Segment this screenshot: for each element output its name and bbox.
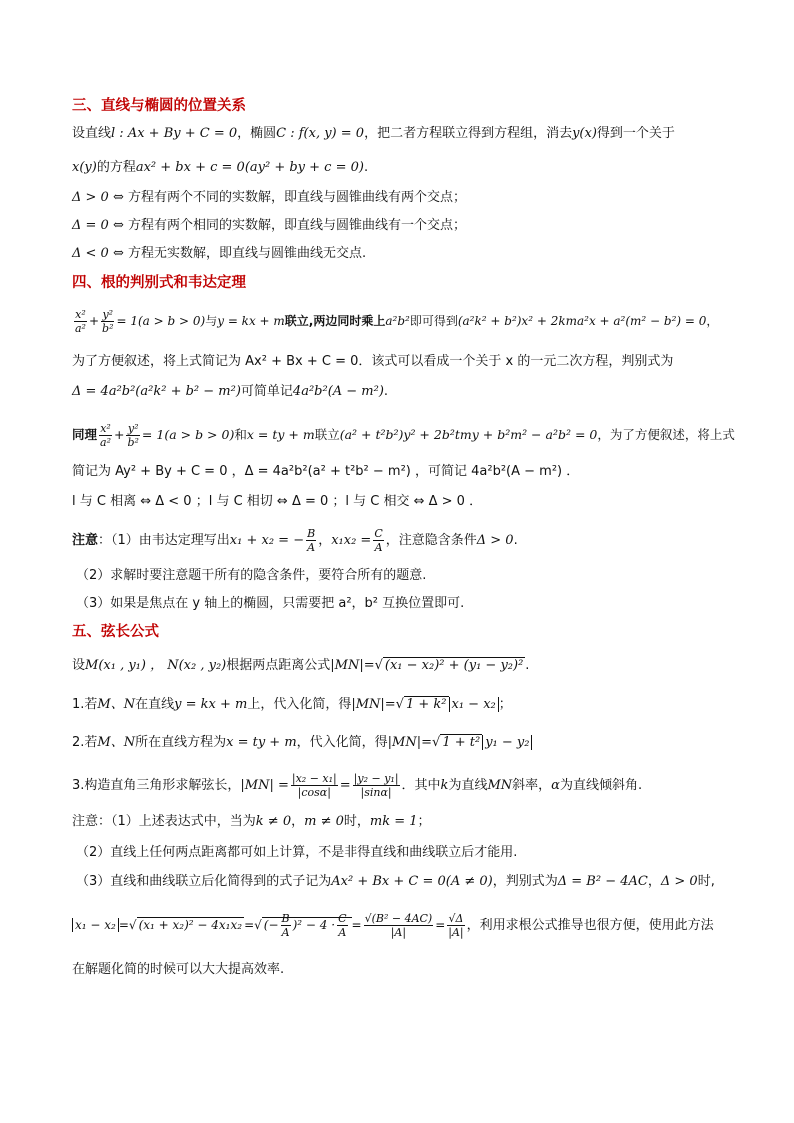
fraction [126, 422, 139, 449]
fraction [337, 912, 347, 939]
text: 同理 [72, 427, 98, 442]
text: ，判别式为 [492, 874, 558, 889]
text: = [351, 918, 362, 932]
formula: Δ > 0 [476, 533, 514, 548]
s5-note-1 [72, 812, 732, 832]
abs-value: y₁ − y₂ [482, 735, 532, 750]
text: 1.若 [72, 697, 98, 712]
formula: k [440, 778, 449, 793]
formula: α [551, 778, 560, 793]
denominator: |A| [448, 926, 464, 939]
formula: k ≠ 0 [255, 814, 292, 829]
formula: x = ty + m [226, 735, 297, 750]
sqrt-radicand [262, 912, 352, 939]
s3-case-3 [72, 244, 732, 264]
s5-line-1: 设M(x₁ , y₁) ， N(x₂ , y₂)根据两点距离公式|MN|=√ (x₁ − x₂)² + (y₁ − y₂)² . [72, 658, 530, 673]
text: 时， [343, 814, 370, 829]
s3-line-2 [72, 158, 732, 178]
text: ， [291, 814, 305, 829]
s4-line-6: l 与 C 相离 ⇔ Δ < 0 ；l 与 C 相切 ⇔ Δ = 0 ；l 与 C 相交 ⇔ Δ > 0 ． [72, 494, 483, 509]
text: ； [417, 814, 431, 829]
sqrt-radicand: 1 + k² [405, 697, 447, 712]
text: ，把二者方程联立得到方程组，消去 [364, 126, 573, 141]
formula: C : f(x, y) = 0 [276, 126, 365, 141]
text: ，椭圆 [237, 126, 277, 141]
s4-line-5: 简记为 Ay² + By + C = 0 ，Δ = 4a²b²(a² + t²b² − m²) ，可简记 4a²b²(A − m²) ． [72, 464, 580, 479]
numerator: B [307, 527, 316, 540]
denominator: |cosα| [297, 786, 331, 799]
formula: Δ = B² − 4AC [557, 874, 648, 889]
text: 所在直线方程为 [135, 735, 227, 750]
s5-note-2: （2）直线上任何两点距离都可如上计算，不是非得直线和曲线联立后才能用. [76, 845, 518, 860]
text: 根据两点距离公式 [226, 658, 331, 673]
text: 方程无实数解，即直线与圆锥曲线无交点. [127, 246, 367, 261]
text: 联立 [314, 427, 340, 442]
text: 与 [205, 314, 218, 328]
text: 可简单记 [240, 384, 293, 399]
formula: x₁ + x₂ = − [229, 533, 305, 548]
denominator: A [374, 541, 383, 554]
formula: Δ > 0 [660, 874, 698, 889]
formula: y(x) [572, 126, 597, 141]
section-4-heading: 四、根的判别式和韦达定理 [72, 275, 246, 291]
text: 和 [234, 427, 247, 442]
denominator: a² [75, 322, 86, 335]
text: )² − 4 · [292, 918, 336, 932]
formula: Ax² + Bx + C = 0(A ≠ 0) [331, 874, 493, 889]
s5-last-line: 在解题化简的时候可以大大提高效率. [72, 962, 285, 977]
text: 注意：（1）上述表达式中，当为 [72, 814, 256, 829]
sqrt-radicand: 1 + t² [442, 735, 481, 750]
sqrt-radicand: (x₁ + x₂)² − 4x₁x₂ [138, 918, 243, 932]
fraction [99, 422, 112, 449]
fraction [101, 308, 114, 335]
text: . [363, 160, 369, 175]
text: 时, [697, 874, 715, 889]
formula: y = kx + m [174, 697, 248, 712]
numerator: B [281, 912, 290, 925]
abs-value: x₁ − x₂ [72, 918, 119, 932]
s4-note-3: （3）如果是焦点在 y 轴上的椭圆，只需要把 a²，b² 互换位置即可. [76, 596, 465, 611]
text: ，利用求根公式推导也很方便，使用此方法 [466, 918, 714, 933]
formula: Δ = 0 ⇔ [72, 218, 124, 233]
text: 设直线 [72, 126, 112, 141]
section-5-heading: 五、弦长公式 [72, 624, 159, 640]
denominator: A [307, 541, 316, 554]
fraction [373, 527, 383, 554]
text: 3.构造直角三角形求解弦长， [72, 778, 241, 793]
text: = [435, 918, 446, 932]
text: ，为了方便叙述，将上式 [597, 427, 735, 442]
numerator: |y₂ − y₁| [353, 772, 399, 785]
formula: l : Ax + By + C = 0 [111, 126, 238, 141]
text: = [244, 918, 255, 932]
numerator: x² [100, 422, 111, 435]
s4-note-2: （2）求解时要注意题干所有的隐含条件，要符合所有的题意. [76, 568, 427, 583]
s3-case-1 [72, 188, 732, 208]
numerator: C [338, 912, 347, 925]
text: 即可得到 [409, 314, 458, 328]
text: = [339, 778, 351, 793]
formula: |MN| = [240, 778, 289, 793]
text: 为直线倾斜角. [559, 778, 643, 793]
s3-case-2 [72, 216, 732, 236]
s5-formula-line: x₁ − x₂ =√ (x₁ + x₂)² − 4x₁x₂ =√ (− $\frac{B}{A}$ )² − 4 · $\frac{C}{A}$ = $\frac{\text{√(B² − 4AC)}}{|A|}$ = $\frac{√\Delta}{|A|}$ ，利用求根公式推导也很方便，使用此方法 [72, 912, 732, 939]
formula: x = ty + m [246, 427, 315, 442]
numerator: y² [102, 308, 114, 321]
formula: y = kx + m [217, 314, 285, 328]
denominator: a² [100, 436, 111, 449]
formula: a²b² [385, 314, 410, 328]
numerator: √Δ [448, 912, 464, 925]
formula: M(x₁ , y₁) ， N(x₂ , y₂) [85, 658, 227, 673]
formula: Δ = 4a²b²(a²k² + b² − m²) [72, 384, 241, 399]
denominator: b² [102, 322, 114, 335]
note-label: 注意 [72, 533, 99, 548]
text: 为直线 [448, 778, 488, 793]
text: 斜率， [512, 778, 552, 793]
text: ； [498, 697, 512, 712]
text: = [118, 918, 129, 932]
s5-line-3: 2.若M、N所在直线方程为x = ty + m，代入化简，得|MN|=√ 1 + t² y₁ − y₂ [72, 733, 732, 753]
formula: mk = 1 [369, 814, 418, 829]
formula: = 1(a > b > 0) [141, 427, 235, 442]
formula: |MN|= [387, 735, 433, 750]
numerator: x² [75, 308, 86, 321]
formula: (a² + t²b²)y² + 2b²tmy + b²m² − a²b² = 0 [339, 427, 598, 442]
fraction [291, 772, 338, 799]
text: ， [318, 533, 332, 548]
formula: 4a²b²(A − m²) [292, 384, 384, 399]
section-3-heading: 三、直线与椭圆的位置关系 [72, 98, 246, 114]
text: 联立,两边同时乘上 [284, 314, 386, 328]
s5-line-4 [72, 772, 732, 799]
numerator: C [374, 527, 383, 540]
s5-line-2: 1.若M、N在直线y = kx + m上，代入化简，得|MN|=√ 1 + k² x₁ − x₂ ； [72, 697, 512, 712]
s4-line-3 [72, 382, 732, 402]
fraction [74, 308, 87, 335]
text: ，注意隐含条件 [385, 533, 477, 548]
formula: MN [487, 778, 513, 793]
fraction [281, 912, 291, 939]
numerator: |x₂ − x₁| [291, 772, 337, 785]
s4-note-1 [72, 527, 732, 554]
text: 的方程 [96, 160, 136, 175]
fraction [353, 772, 400, 799]
text: ：（1）由韦达定理写出 [98, 533, 230, 548]
text: ， [647, 874, 661, 889]
denominator: |sinα| [360, 786, 392, 799]
text: 得到一个关于 [596, 126, 675, 141]
denominator: A [281, 926, 290, 939]
text: . [513, 533, 518, 548]
s3-line-1 [72, 124, 732, 144]
formula: Δ > 0 ⇔ [72, 190, 124, 205]
formula: = 1(a > b > 0) [116, 314, 206, 328]
formula: M、N [97, 697, 136, 712]
formula: ax² + bx + c = 0(ay² + by + c = 0) [135, 160, 364, 175]
text: 上，代入化简，得 [247, 697, 352, 712]
denominator: b² [127, 436, 139, 449]
text: 在直线 [135, 697, 175, 712]
numerator: y² [127, 422, 139, 435]
fraction [364, 912, 434, 939]
formula: M、N [97, 735, 136, 750]
formula: Δ < 0 ⇔ [72, 246, 124, 261]
abs-value: x₁ − x₂ [449, 697, 499, 712]
fraction [447, 912, 464, 939]
text: 2.若 [72, 735, 98, 750]
text: ， [706, 314, 719, 328]
s5-note-3 [76, 872, 736, 892]
text: 方程有两个相同的实数解，即直线与圆锥曲线有一个交点； [127, 218, 466, 233]
formula: |MN|= [330, 658, 375, 673]
text: 方程有两个不同的实数解，即直线与圆锥曲线有两个交点； [127, 190, 466, 205]
formula: x₁x₂ = [331, 533, 372, 548]
text: . [525, 658, 530, 673]
sqrt-radicand: (x₁ − x₂)² + (y₁ − y₂)² [384, 658, 524, 673]
s4-line-1: $\frac{\text{x²}}{\text{a²}}$ + $\frac{\text{y²}}{\text{b²}}$ = 1(a > b > 0)与y = kx + m联立,两边同时乘上a²b²即可得到(a²k² + b²)x² + 2kma²x + a²(m² − b²) = 0， [75, 308, 719, 335]
text: ，代入化简，得 [296, 735, 388, 750]
formula: |MN|= [351, 697, 396, 712]
s4-line-4: 同理 $\frac{\text{x²}}{\text{a²}}$ + $\frac{\text{y²}}{\text{b²}}$ = 1(a > b > 0)和x = ty + m联立(a² + t²b²)y² + 2b²tmy + b²m² − a²b² = 0，为了方便叙述，将上式 [72, 422, 735, 449]
text: (− [263, 918, 279, 932]
text: 设 [72, 658, 86, 673]
denominator: A [338, 926, 347, 939]
s4-line-2: 为了方便叙述，将上式简记为 Ax² + Bx + C = 0．该式可以看成一个关于 x 的一元二次方程，判别式为 [72, 354, 674, 369]
numerator: √(B² − 4AC) [364, 912, 433, 925]
text: （3）直线和曲线联立后化简得到的式子记为 [76, 874, 332, 889]
text: . [383, 384, 389, 399]
formula: m ≠ 0 [304, 814, 344, 829]
text: ．其中 [401, 778, 441, 793]
formula: x(y) [72, 160, 97, 175]
fraction [306, 527, 316, 554]
formula: (a²k² + b²)x² + 2kma²x + a²(m² − b²) = 0 [457, 314, 707, 328]
denominator: |A| [390, 926, 407, 939]
